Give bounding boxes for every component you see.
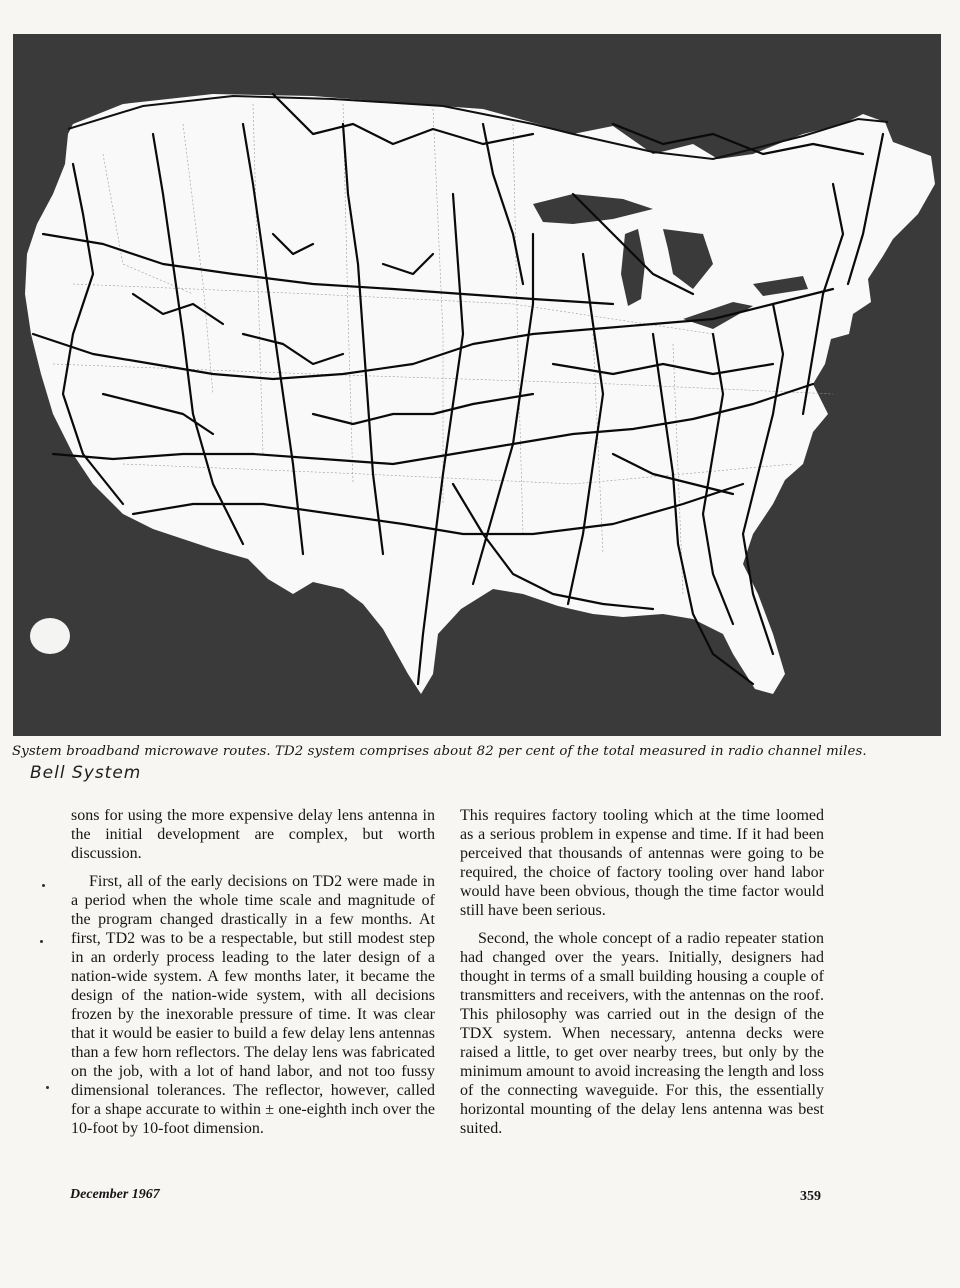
paragraph: This requires factory tooling which at the time loomed as a serious problem in expense and time. If it had been perceived that thousands of antennas were going to be required, the choice of factory tooling over hand labor would have been obvious, though the time factor would still have been serious. [460,807,824,919]
article-column-right [460,806,824,1147]
footer-date: December 1967 [70,1187,160,1202]
paragraph: First, all of the early decisions on TD2 were made in a period when the whole time scale and magnitude of the program changed drastically in a few months. At first, TD2 was to be a respectable, but still modest step in an orderly process leading to the later design of a nation-wide system. A few months later, it became the design of the nation-wide system, with all decisions frozen by the inexorable pressure of time. It was clear that it would be easier to build a few delay lens antennas than a few horn reflectors. The delay lens was fabricated on the job, with a lot of hand labor, and not too fussy dimensional tolerances. The reflector, however, called for a shape accurate to within ± one-eighth inch over the 10-foot by 10-foot dimension. [71,873,435,1137]
margin-mark [46,1086,49,1089]
page-number: 359 [800,1189,821,1204]
paragraph: sons for using the more expensive delay lens antenna in the initial development are complex, but worth discussion. [71,807,435,862]
microwave-routes-map [13,34,941,736]
margin-mark [42,884,45,887]
handwritten-note: Bell System [30,763,142,783]
punch-hole [30,618,70,654]
margin-mark [40,940,43,943]
paragraph: Second, the whole concept of a radio repeater station had changed over the years. Initially, designers had thought in terms of a small building housing a couple of transmitters and receivers, with the antennas on the roof. This philosophy was carried out in the design of the TDX system. When necessary, antenna decks were raised a little, to get over nearby trees, but only by the minimum amount to avoid increasing the length and loss of the connecting waveguide. For this, the essentially horizontal mounting of the delay lens antenna was best suited. [460,930,824,1137]
figure-caption: System broadband microwave routes. TD2 system comprises about 82 per cent of the total measured in radio channel miles. [12,744,867,759]
article-column-left [71,806,435,1147]
